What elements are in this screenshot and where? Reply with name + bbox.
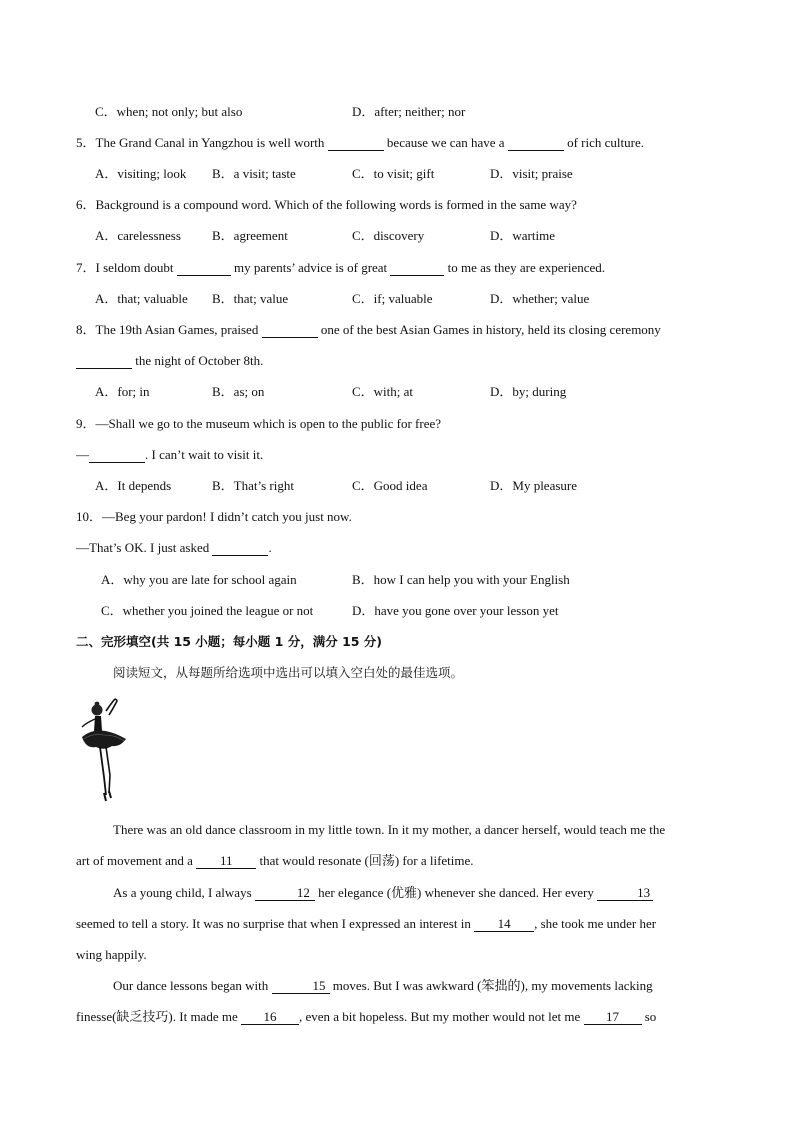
passage-text: her elegance (优雅) whenever she danced. Her every (314, 885, 598, 900)
blank-14: 14 (474, 916, 534, 932)
q8-stem (76, 321, 661, 339)
passage-line (76, 1001, 718, 1032)
blank-16: 16 (241, 1009, 299, 1025)
passage-paragraph-3 (76, 970, 718, 1032)
q10-option-a: A．why you are late for school again (101, 572, 297, 587)
q5-option-c: C．to visit; gift (352, 166, 435, 181)
q10-reply-part: . (268, 540, 272, 555)
q5-option-a: A．visiting; look (95, 166, 187, 181)
passage-paragraph-2 (76, 877, 718, 970)
passage-text: art of movement and a (76, 853, 197, 868)
q8-blank-2 (76, 353, 132, 369)
q7-blank-2 (390, 260, 444, 276)
blank-11: 11 (196, 853, 256, 869)
ballerina-illustration (76, 697, 138, 805)
q9-reply-part: . I can’t wait to visit it. (145, 447, 264, 462)
q5-option-b: B．a visit; taste (212, 166, 296, 181)
passage-line: There was an old dance classroom in my little town. In it my mother, a dancer herself, would teach me the (113, 822, 666, 837)
passage-text: finesse(缺乏技巧). It made me (76, 1009, 241, 1024)
q9-blank (89, 447, 145, 463)
q10-reply (76, 539, 272, 557)
q9-option-a: A．It depends (95, 478, 172, 493)
passage-text: so (641, 1009, 657, 1024)
section-instruction: 阅读短文，从每题所给选项中选出可以填入空白处的最佳选项。 (113, 665, 464, 680)
q7-option-b: B．that; value (212, 291, 289, 306)
q10-option-d: D．have you gone over your lesson yet (352, 603, 559, 618)
q5-stem (76, 134, 644, 152)
q7-blank-1 (177, 260, 231, 276)
q6-option-d: D．wartime (490, 228, 555, 243)
q4-option-d: D．after; neither; nor (352, 104, 466, 119)
q10-option-b: B．how I can help you with your English (352, 572, 570, 587)
q9-option-b: B．That’s right (212, 478, 294, 493)
q6-option-b: B．agreement (212, 228, 288, 243)
passage-text: , even a bit hopeless. But my mother would not let me (298, 1009, 584, 1024)
q4-option-c: C．when; not only; but also (95, 104, 243, 119)
q9-reply-part: — (76, 447, 89, 462)
passage-line (76, 845, 718, 876)
q6-option-c: C．discovery (352, 228, 425, 243)
passage-text: As a young child, I always (113, 885, 255, 900)
q7-option-c: C．if; valuable (352, 291, 433, 306)
q8-stem-part: the night of October 8th. (132, 353, 264, 368)
q10-option-c: C．whether you joined the league or not (101, 603, 314, 618)
q10-blank (212, 540, 268, 556)
q7-stem (76, 259, 605, 277)
q9-option-c: C．Good idea (352, 478, 428, 493)
q10-reply-part: —That’s OK. I just asked (76, 540, 213, 555)
q8-stem-part: one of the best Asian Games in history, held its closing ceremony (317, 322, 661, 337)
q5-stem-part: because we can have a (383, 135, 508, 150)
passage-line (76, 908, 718, 939)
q8-option-d: D．by; during (490, 384, 567, 399)
q5-stem-part: 5．The Grand Canal in Yangzhou is well worth (76, 135, 328, 150)
passage-text: moves. But I was awkward (笨拙的), my movements lacking (329, 978, 653, 993)
passage-text: Our dance lessons began with (113, 978, 272, 993)
q8-option-a: A．for; in (95, 384, 150, 399)
q6-stem: 6．Background is a compound word. Which of the following words is formed in the same way? (76, 197, 577, 212)
q8-stem-continued (76, 352, 263, 370)
q7-stem-part: 7．I seldom doubt (76, 260, 177, 275)
passage-line (76, 970, 718, 1001)
q5-blank-2 (508, 135, 564, 151)
q8-stem-part: 8．The 19th Asian Games, praised (76, 322, 262, 337)
passage-line: wing happily. (76, 947, 147, 962)
passage-line (76, 877, 718, 908)
q7-stem-part: my parents’ advice is of great (230, 260, 391, 275)
q5-option-d: D．visit; praise (490, 166, 573, 181)
q5-stem-part: of rich culture. (563, 135, 644, 150)
q8-blank-1 (262, 322, 318, 338)
blank-17: 17 (584, 1009, 642, 1025)
q7-option-d: D．whether; value (490, 291, 590, 306)
q9-option-d: D．My pleasure (490, 478, 578, 493)
blank-15: 15 (272, 978, 330, 994)
q7-stem-part: to me as they are experienced. (444, 260, 606, 275)
q9-stem: 9．—Shall we go to the museum which is open to the public for free? (76, 416, 442, 431)
blank-13: 13 (597, 885, 653, 901)
q5-blank-1 (328, 135, 384, 151)
blank-12: 12 (255, 885, 315, 901)
passage-text: that would resonate (回荡) for a lifetime. (256, 853, 474, 868)
q8-option-c: C．with; at (352, 384, 414, 399)
q9-reply (76, 446, 263, 464)
passage-text: seemed to tell a story. It was no surprise that when I expressed an interest in (76, 916, 475, 931)
q6-option-a: A．carelessness (95, 228, 181, 243)
section-heading: 二、完形填空(共 15 小题；每小题 1 分，满分 15 分) (76, 634, 383, 649)
passage-text: , she took me under her (534, 916, 657, 931)
q7-option-a: A．that; valuable (95, 291, 188, 306)
q10-stem: 10．—Beg your pardon! I didn’t catch you just now. (76, 509, 352, 524)
passage-paragraph-1 (76, 814, 718, 876)
q8-option-b: B．as; on (212, 384, 265, 399)
